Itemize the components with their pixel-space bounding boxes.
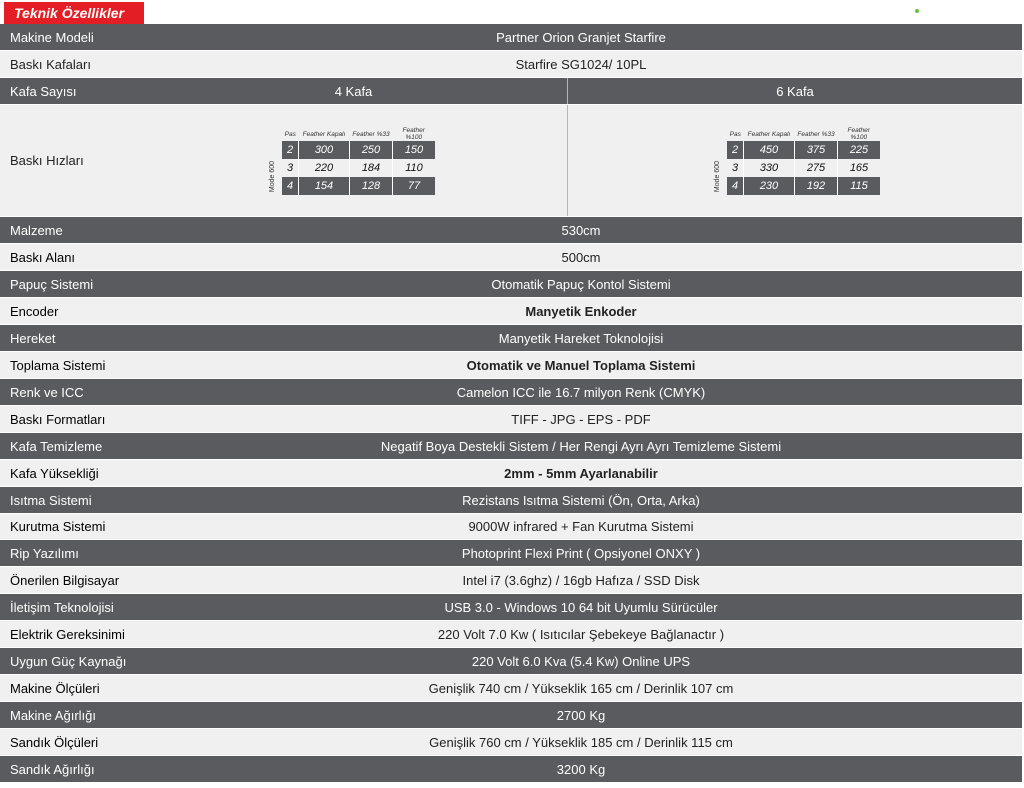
- spec-value: Partner Orion Granjet Starfire: [496, 29, 666, 45]
- cell: 77: [393, 177, 436, 195]
- table-row: [727, 159, 880, 177]
- spec-label: Baskı Hızları: [10, 153, 84, 168]
- spec-row: [0, 352, 1022, 379]
- cell: 192: [795, 177, 838, 195]
- cell: 128: [350, 177, 393, 195]
- spec-row: [0, 514, 1022, 540]
- spec-value: 220 Volt 6.0 Kva (5.4 Kw) Online UPS: [471, 653, 691, 669]
- spec-value: Manyetik Enkoder: [525, 303, 637, 319]
- spec-value: Negatif Boya Destekli Sistem / Her Rengi Ayrı Ayrı Temizleme Sistemi: [380, 438, 782, 454]
- spec-label: Papuç Sistemi: [10, 276, 94, 292]
- spec-row-kafa-sayisi: [0, 78, 1022, 105]
- spec-value: Intel i7 (3.6ghz) / 16gb Hafıza / SSD Disk: [462, 572, 700, 588]
- spec-row: [0, 756, 1022, 783]
- spec-value: 220 Volt 7.0 Kw ( Isıtıcılar Şebekeye Bağlanactır ): [437, 626, 725, 642]
- spec-row: [0, 379, 1022, 406]
- spec-label: Encoder: [10, 303, 59, 319]
- cell: 300: [299, 141, 350, 159]
- spec-value: TIFF - JPG - EPS - PDF: [511, 411, 651, 427]
- spec-label: Baskı Formatları: [10, 411, 106, 427]
- spec-label: Kafa Temizleme: [10, 438, 103, 454]
- spec-label: Makine Modeli: [10, 29, 94, 45]
- col-header: Feather Kapalı: [744, 127, 795, 141]
- table-row: [727, 141, 880, 159]
- table-row: [282, 159, 435, 177]
- cell: 115: [838, 177, 881, 195]
- decorative-dot: [915, 9, 919, 13]
- spec-label: Önerilen Bilgisayar: [10, 572, 120, 588]
- spec-row: [0, 487, 1022, 514]
- speed-table-4-kafa: [269, 127, 435, 195]
- spec-row: [0, 621, 1022, 648]
- cell: 110: [393, 159, 436, 177]
- spec-label: Malzeme: [10, 222, 63, 238]
- spec-label: Uygun Güç Kaynağı: [10, 653, 127, 669]
- spec-label: Baskı Kafaları: [10, 56, 91, 72]
- spec-label: Kurutma Sistemi: [10, 519, 106, 534]
- spec-row: [0, 325, 1022, 352]
- spec-label: Baskı Alanı: [10, 249, 76, 265]
- spec-label: Kafa Sayısı: [10, 83, 77, 99]
- page-title: Teknik Özellikler: [4, 2, 144, 24]
- cell: 165: [838, 159, 881, 177]
- spec-row: [0, 244, 1022, 271]
- spec-value: Genişlik 760 cm / Yükseklik 185 cm / Derinlik 115 cm: [429, 734, 733, 750]
- spec-value: USB 3.0 - Windows 10 64 bit Uyumlu Sürücüler: [444, 599, 718, 615]
- col-header: Pas: [727, 127, 744, 141]
- spec-label: Toplama Sistemi: [10, 357, 106, 373]
- spec-value: Otomatik ve Manuel Toplama Sistemi: [466, 357, 696, 373]
- spec-row: [0, 648, 1022, 675]
- cell: 275: [795, 159, 838, 177]
- spec-row: [0, 217, 1022, 244]
- spec-label: Sandık Ölçüleri: [10, 734, 99, 750]
- cell: 2: [282, 141, 299, 159]
- cell: 250: [350, 141, 393, 159]
- mode-label: Mode 600: [714, 160, 722, 192]
- spec-value: Manyetik Hareket Toknolojisi: [498, 330, 664, 346]
- spec-value: 9000W infrared + Fan Kurutma Sistemi: [468, 519, 694, 534]
- cell: 3: [727, 159, 744, 177]
- cell: 150: [393, 141, 436, 159]
- spec-row: [0, 702, 1022, 729]
- col-header: Feather %100: [838, 127, 881, 141]
- cell: 184: [350, 159, 393, 177]
- spec-value: 500cm: [561, 249, 601, 265]
- col-header: Feather %33: [350, 127, 393, 141]
- cell: 3: [282, 159, 299, 177]
- col-header: Feather Kapalı: [299, 127, 350, 141]
- spec-row: [0, 298, 1022, 325]
- spec-label: İletişim Teknolojisi: [10, 599, 114, 615]
- cell: 154: [299, 177, 350, 195]
- spec-row: [0, 675, 1022, 702]
- col-header: Pas: [282, 127, 299, 141]
- spec-row: [0, 460, 1022, 487]
- spec-value: Rezistans Isıtma Sistemi (Ön, Orta, Arka): [462, 492, 700, 508]
- table-row: [282, 141, 435, 159]
- kafa-sayisi-left: 4 Kafa: [334, 83, 373, 99]
- spec-value: 2700 Kg: [556, 707, 606, 723]
- spec-value: 530cm: [561, 222, 601, 238]
- spec-label: Rip Yazılımı: [10, 545, 79, 561]
- spec-label: Kafa Yüksekliği: [10, 465, 99, 481]
- spec-label: Makine Ağırlığı: [10, 707, 96, 723]
- spec-value: Genişlik 740 cm / Yükseklik 165 cm / Derinlik 107 cm: [428, 680, 734, 696]
- spec-row: [0, 729, 1022, 756]
- cell: 4: [282, 177, 299, 195]
- table-row: [727, 177, 880, 195]
- spec-label: Makine Ölçüleri: [10, 680, 100, 696]
- spec-table: [0, 24, 1022, 783]
- spec-label: Sandık Ağırlığı: [10, 761, 95, 777]
- cell: 220: [299, 159, 350, 177]
- speed-table-6-kafa: [714, 127, 880, 195]
- spec-row: [0, 567, 1022, 594]
- spec-rows-bottom: [0, 217, 1022, 783]
- spec-value: 2mm - 5mm Ayarlanabilir: [504, 465, 658, 481]
- spec-row-baski-hizlari: [0, 105, 1022, 217]
- spec-label: Hereket: [10, 330, 56, 346]
- cell: 230: [744, 177, 795, 195]
- spec-row: [0, 406, 1022, 433]
- spec-row: [0, 271, 1022, 298]
- table-row: [282, 177, 435, 195]
- spec-row: [0, 540, 1022, 567]
- mode-label: Mode 600: [269, 160, 277, 192]
- spec-value: 3200 Kg: [556, 761, 606, 777]
- kafa-sayisi-right: 6 Kafa: [776, 83, 814, 99]
- spec-label: Renk ve ICC: [10, 384, 84, 400]
- cell: 330: [744, 159, 795, 177]
- spec-value: Otomatik Papuç Kontol Sistemi: [491, 276, 671, 292]
- cell: 225: [838, 141, 881, 159]
- spec-row-baski-kafalari: [0, 51, 1022, 78]
- column-divider: [567, 105, 568, 216]
- spec-label: Isıtma Sistemi: [10, 492, 92, 508]
- spec-row: [0, 594, 1022, 621]
- header: [0, 0, 1024, 24]
- spec-row: [0, 433, 1022, 460]
- spec-value: Camelon ICC ile 16.7 milyon Renk (CMYK): [456, 384, 706, 400]
- col-header: Feather %33: [795, 127, 838, 141]
- spec-label: Elektrik Gereksinimi: [10, 626, 125, 642]
- cell: 375: [795, 141, 838, 159]
- cell: 2: [727, 141, 744, 159]
- spec-value: Starfire SG1024/ 10PL: [515, 56, 647, 72]
- cell: 4: [727, 177, 744, 195]
- spec-value: Photoprint Flexi Print ( Opsiyonel ONXY ): [461, 545, 701, 561]
- col-header: Feather %100: [393, 127, 436, 141]
- cell: 450: [744, 141, 795, 159]
- spec-row-makine-modeli: [0, 24, 1022, 51]
